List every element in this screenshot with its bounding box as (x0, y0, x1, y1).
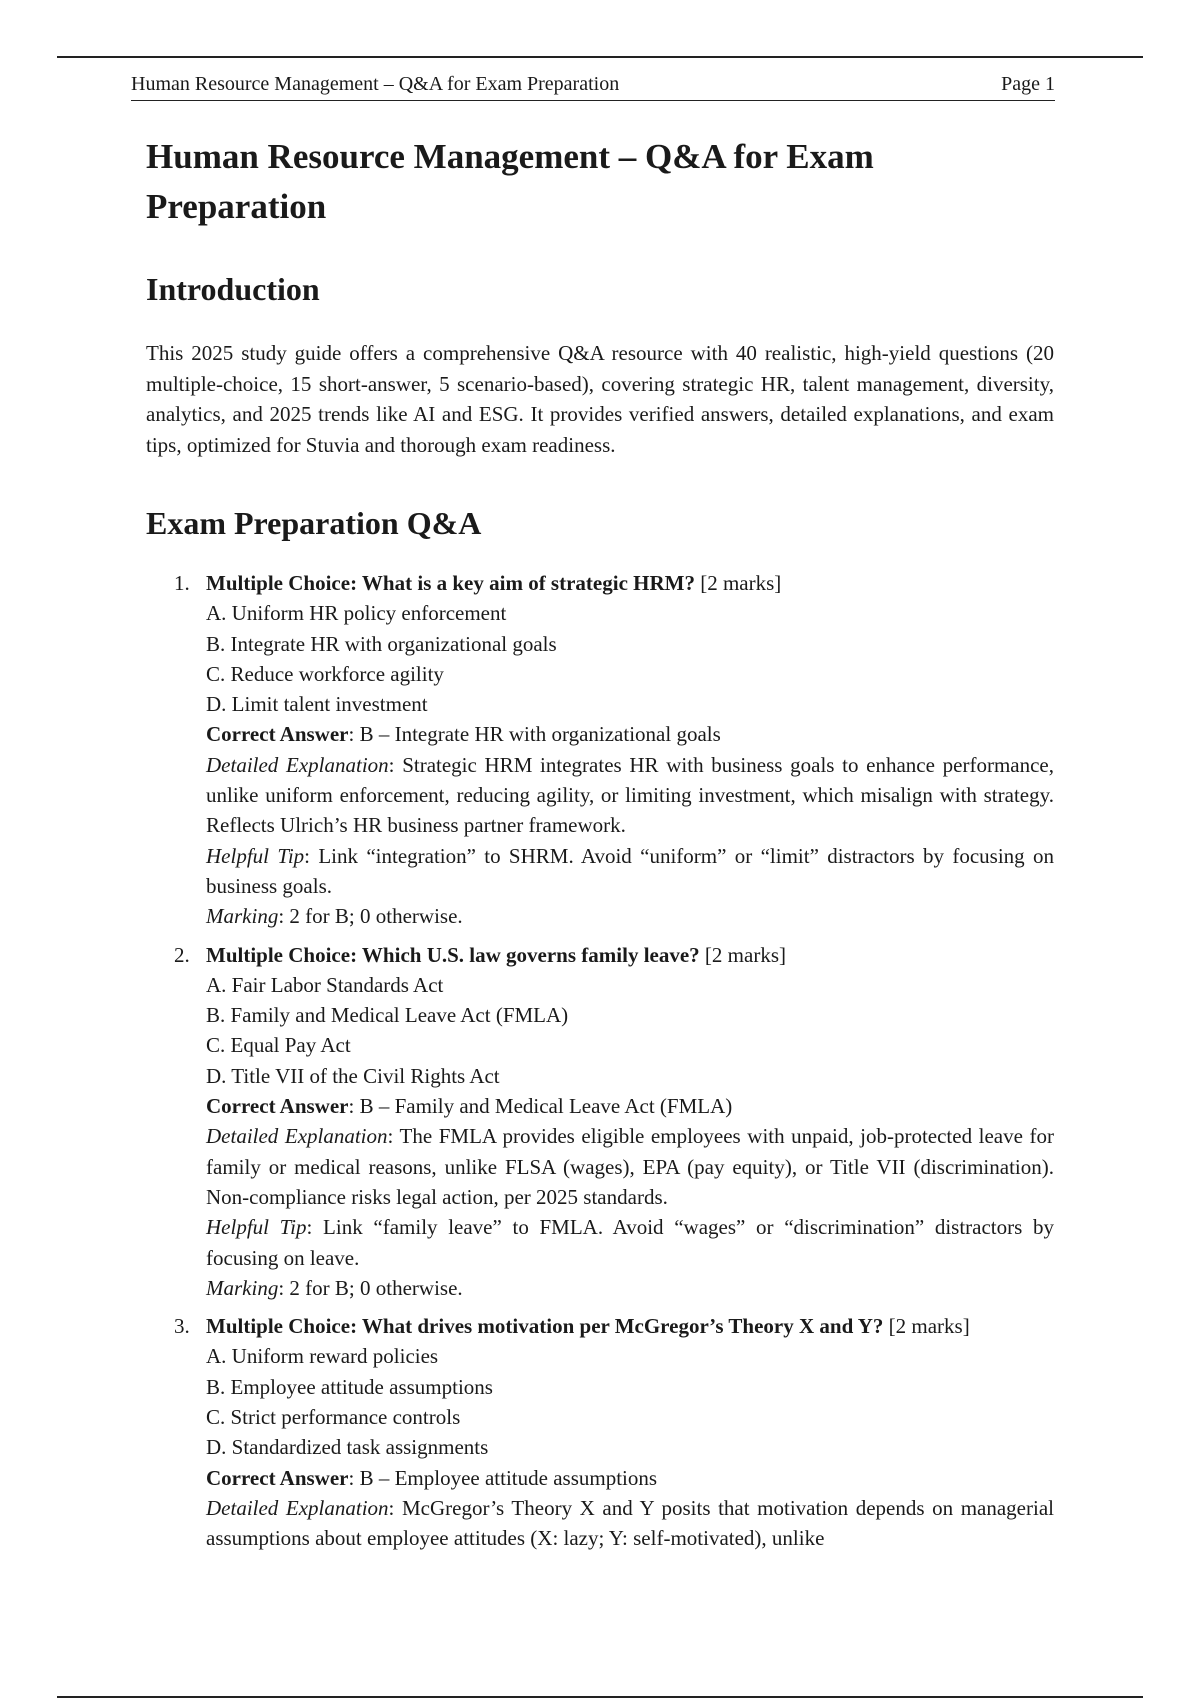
detailed-explanation: Detailed Explanation: Strategic HRM integrates HR with business goals to enhance performance, unlike uniform enforcement, reducing agility, or limiting investment, which misalign with strategy. Reflects Ulrich’s HR business partner framework. (206, 752, 1054, 838)
option-d: D. Title VII of the Civil Rights Act (206, 1063, 500, 1088)
option-c: C. Reduce workforce agility (206, 661, 444, 686)
tip-label: Helpful Tip (206, 843, 305, 868)
correct-answer-text: B – Family and Medical Leave Act (FMLA) (359, 1094, 733, 1119)
question-text: Multiple Choice: What is a key aim of strategic HRM? (206, 571, 695, 595)
question-marks: [2 marks] (704, 942, 786, 967)
option-d: D. Limit talent investment (206, 692, 428, 717)
explanation-label: Detailed Explanation (206, 1124, 388, 1149)
marking-label: Marking (206, 904, 279, 929)
option-b: B. Employee attitude assumptions (206, 1374, 493, 1399)
correct-answer: Correct Answer: B – Family and Medical Leave Act (FMLA) (206, 1094, 733, 1119)
top-rule (57, 56, 1143, 58)
correct-answer-label: Correct Answer (206, 1465, 349, 1490)
option-d: D. Standardized task assignments (206, 1435, 489, 1460)
running-header (131, 68, 1055, 101)
helpful-tip: Helpful Tip: Link “integration” to SHRM. Avoid “uniform” or “limit” distractors by focusing on business goals. (206, 843, 1054, 898)
option-a: A. Fair Labor Standards Act (206, 972, 444, 997)
correct-answer: Correct Answer: B – Employee attitude assumptions (206, 1465, 658, 1490)
option-c: C. Equal Pay Act (206, 1033, 351, 1058)
tip-label: Helpful Tip (206, 1215, 307, 1240)
correct-answer-label: Correct Answer (206, 722, 349, 747)
marking-text: 2 for B; 0 otherwise. (289, 904, 463, 929)
option-b: B. Integrate HR with organizational goals (206, 631, 557, 656)
option-a: A. Uniform HR policy enforcement (206, 601, 507, 626)
option-a: A. Uniform reward policies (206, 1344, 439, 1369)
marking-text: 2 for B; 0 otherwise. (289, 1275, 463, 1300)
detailed-explanation: Detailed Explanation: McGregor’s Theory X and Y posits that motivation depends on managerial assumptions about employee attitudes (X: lazy; Y: self-motivated), unlike (206, 1495, 1054, 1551)
explanation-text: McGregor’s Theory X and Y posits that motivation depends on managerial assumptions about employee attitudes (X: lazy; Y: self-motivated), unlike (206, 1495, 1054, 1551)
bottom-rule (57, 1696, 1143, 1698)
document-body (146, 132, 1054, 1562)
marking: Marking: 2 for B; 0 otherwise. (206, 1275, 463, 1300)
correct-answer-label: Correct Answer (206, 1094, 349, 1119)
question-list (146, 568, 1054, 1554)
question-item (146, 940, 1054, 1304)
page-number: Page 1 (1001, 73, 1055, 95)
correct-answer: Correct Answer: B – Integrate HR with organizational goals (206, 722, 721, 747)
qa-heading: Exam Preparation Q&A (146, 505, 482, 541)
introduction-text: This 2025 study guide offers a comprehensive Q&A resource with 40 realistic, high-yield questions (20 multiple-choice, 15 short-answer, 5 scenario-based), covering strategic HR, talent management, diversity, analytics, and 2025 trends like AI and ESG. It provides verified answers, detailed explanations, and exam tips, optimized for Stuvia and thorough exam readiness. (146, 341, 1054, 457)
running-title: Human Resource Management – Q&A for Exam Preparation (131, 73, 620, 95)
question-number: 2. (174, 942, 190, 967)
tip-text: Link “integration” to SHRM. Avoid “uniform” or “limit” distractors by focusing on business goals. (206, 843, 1054, 898)
correct-answer-text: B – Employee attitude assumptions (359, 1465, 658, 1490)
question-number: 3. (174, 1314, 190, 1339)
question-marks: [2 marks] (888, 1314, 970, 1339)
correct-answer-text: B – Integrate HR with organizational goals (359, 722, 721, 747)
option-b: B. Family and Medical Leave Act (FMLA) (206, 1003, 569, 1028)
question-item (146, 568, 1054, 932)
explanation-label: Detailed Explanation (206, 752, 389, 777)
helpful-tip: Helpful Tip: Link “family leave” to FMLA. Avoid “wages” or “discrimination” distractors by focusing on leave. (206, 1215, 1054, 1270)
tip-text: Link “family leave” to FMLA. Avoid “wages” or “discrimination” distractors by focusing on leave. (206, 1215, 1054, 1270)
explanation-text: Strategic HRM integrates HR with business goals to enhance performance, unlike uniform enforcement, reducing agility, or limiting investment, which misalign with strategy. Reflects Ulrich’s HR business partner framework. (206, 752, 1054, 838)
detailed-explanation: Detailed Explanation: The FMLA provides eligible employees with unpaid, job-protected leave for family or medical reasons, unlike FLSA (wages), EPA (pay equity), or Title VII (discrimination). Non-compliance risks legal action, per 2025 standards. (206, 1124, 1054, 1209)
question-marks: [2 marks] (700, 571, 782, 595)
question-item (146, 1311, 1054, 1553)
option-c: C. Strict performance controls (206, 1405, 461, 1430)
marking-label: Marking (206, 1275, 279, 1300)
marking: Marking: 2 for B; 0 otherwise. (206, 904, 463, 929)
document-title: Human Resource Management – Q&A for Exam Preparation (146, 137, 874, 226)
introduction-heading: Introduction (146, 271, 320, 307)
explanation-text: The FMLA provides eligible employees with unpaid, job-protected leave for family or medical reasons, unlike FLSA (wages), EPA (pay equity), or Title VII (discrimination). Non-compliance risks legal action, per 2025 standards. (206, 1124, 1054, 1209)
question-number: 1. (174, 571, 190, 595)
question-text: Multiple Choice: What drives motivation per McGregor’s Theory X and Y? (206, 1314, 884, 1339)
question-text: Multiple Choice: Which U.S. law governs family leave? (206, 942, 700, 967)
explanation-label: Detailed Explanation (206, 1495, 389, 1520)
